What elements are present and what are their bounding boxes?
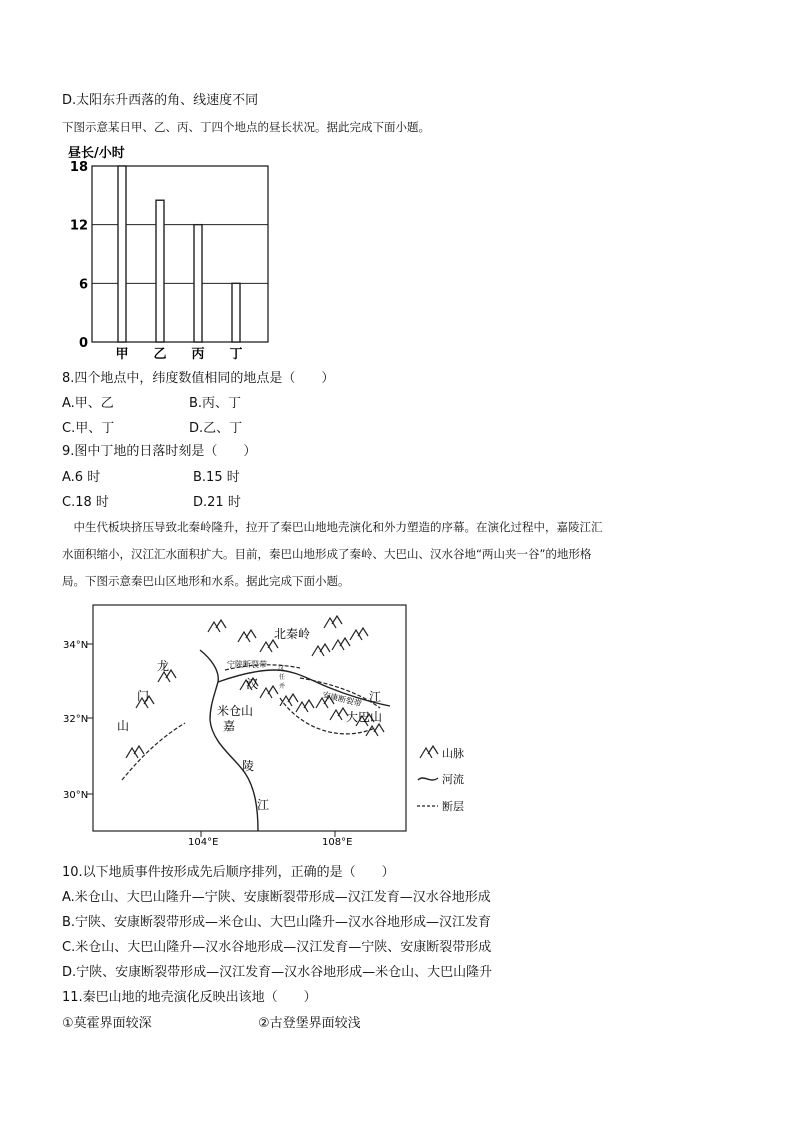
- lat-34: 34°N: [63, 640, 89, 651]
- qinba-terrain-map: [60, 598, 485, 848]
- label-small-3: 并: [279, 683, 286, 690]
- lat-30: 30°N: [63, 790, 89, 801]
- chart-xtick-label: 乙: [153, 347, 167, 362]
- label-small-1: 汉: [278, 665, 285, 672]
- chart-yticks: [70, 160, 88, 351]
- label-jiang-jl: 江: [257, 798, 270, 812]
- chart-ytick-label: 6: [78, 277, 88, 293]
- chart-xticks: [115, 347, 242, 362]
- intro-qinba-line1: 中生代板块挤压导致北秦岭隆升，拉开了秦巴山地地壳演化和外力塑造的序幕。在演化过程中，嘉陵江汇: [62, 520, 603, 534]
- q10-stem: 10.以下地质事件按形成先后顺序排列，正确的是（ ）: [62, 865, 395, 880]
- chart-ytick-label: 18: [69, 160, 88, 175]
- bar-1: [156, 200, 164, 342]
- label-small-2: 任: [279, 674, 286, 681]
- label-jiang-han: 江: [369, 690, 382, 704]
- label-men: 门: [137, 689, 150, 703]
- q9-option-a[interactable]: A.6 时: [62, 470, 101, 485]
- legend-fault-label: 断层: [442, 800, 464, 813]
- label-daba: 大巴山: [346, 710, 383, 724]
- bar-0: [118, 166, 126, 342]
- intro-qinba: [62, 514, 732, 595]
- label-micang: 米仓山: [217, 704, 254, 718]
- intro-qinba-line2: 水面积缩小，汉江汇水面积扩大。目前，秦巴山地形成了秦岭、大巴山、汉水谷地“两山夹一谷”的地形格: [62, 547, 592, 561]
- han-river: [218, 670, 390, 709]
- q11-option-2[interactable]: ②古登堡界面较浅: [258, 1016, 361, 1031]
- chart-ytick-label: 12: [69, 218, 88, 234]
- q9-stem: 9.图中丁地的日落时刻是（ ）: [62, 444, 257, 459]
- label-ningshan-fault: 宁陕断裂带: [227, 660, 267, 669]
- q9-option-d[interactable]: D.21 时: [193, 495, 241, 510]
- label-han: 汉: [246, 677, 259, 691]
- previous-option-d: D.太阳东升西落的角、线速度不同: [62, 93, 259, 108]
- label-shan: 山: [117, 719, 130, 733]
- q9-option-c[interactable]: C.18 时: [62, 495, 109, 510]
- lon-104: 104°E: [188, 837, 219, 848]
- q11-option-1[interactable]: ①莫霍界面较深: [62, 1016, 152, 1031]
- legend-river-label: 河流: [442, 773, 464, 786]
- q8-option-a[interactable]: A.甲、乙: [62, 396, 114, 411]
- longmen-fault: [122, 723, 185, 780]
- lat-32: 32°N: [63, 714, 89, 725]
- q10-option-b[interactable]: B.宁陕、安康断裂带形成—米仓山、大巴山隆升—汉水谷地形成—汉江发育: [62, 915, 492, 930]
- q8-option-d[interactable]: D.乙、丁: [189, 421, 243, 436]
- chart-ytick-label: 0: [78, 336, 88, 351]
- intro-qinba-line3: 局。下图示意秦巴山区地形和水系。据此完成下面小题。: [62, 574, 350, 588]
- q10-option-a[interactable]: A.米仓山、大巴山隆升—宁陕、安康断裂带形成—汉江发育—汉水谷地形成: [62, 890, 491, 905]
- q9-option-b[interactable]: B.15 时: [193, 470, 240, 485]
- intro-daylength: 下图示意某日甲、乙、丙、丁四个地点的昼长状况。据此完成下面小题。: [62, 120, 430, 134]
- q8-option-c[interactable]: C.甲、丁: [62, 421, 115, 436]
- q8-stem: 8.四个地点中，纬度数值相同的地点是（ ）: [62, 371, 335, 386]
- q8-option-b[interactable]: B.丙、丁: [189, 396, 242, 411]
- chart-xtick-label: 丙: [191, 347, 205, 362]
- label-ling: 陵: [242, 759, 255, 773]
- label-jia: 嘉: [223, 719, 236, 733]
- chart-ylabel: 昼长/小时: [68, 146, 125, 161]
- q11-stem: 11.秦巴山地的地壳演化反映出该地（ ）: [62, 990, 317, 1005]
- chart-xtick-label: 丁: [229, 347, 243, 362]
- legend-river-icon: [418, 778, 438, 780]
- label-long: 龙: [157, 659, 170, 673]
- label-ankang-fault: 安康断裂带: [321, 690, 363, 709]
- lon-108: 108°E: [322, 837, 353, 848]
- bar-3: [232, 283, 240, 342]
- label-beiqinling: 北秦岭: [274, 627, 311, 641]
- daylength-bar-chart: [60, 142, 275, 364]
- legend-mountain-icon: [420, 746, 438, 758]
- chart-bars: [118, 166, 240, 342]
- chart-xtick-label: 甲: [115, 347, 129, 362]
- legend-mountain-label: 山脉: [442, 747, 464, 760]
- bar-2: [194, 225, 202, 342]
- map-legend: [417, 746, 464, 813]
- q10-option-d[interactable]: D.宁陕、安康断裂带形成—汉江发育—汉水谷地形成—米仓山、大巴山隆升: [62, 965, 493, 980]
- q10-option-c[interactable]: C.米仓山、大巴山隆升—汉水谷地形成—汉江发育—宁陕、安康断裂带形成: [62, 940, 492, 955]
